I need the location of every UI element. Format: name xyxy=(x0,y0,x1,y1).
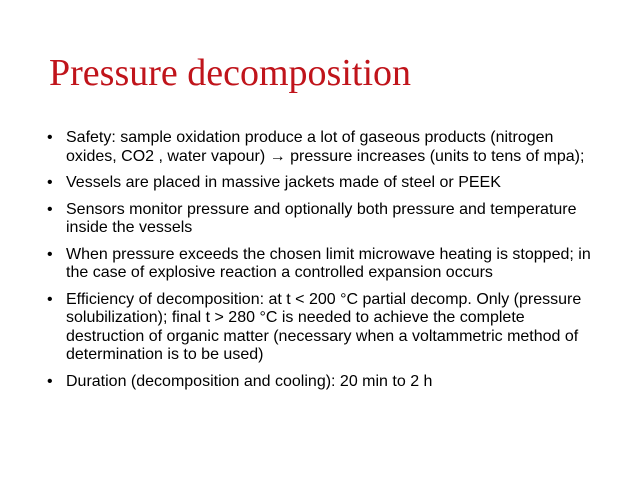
bullet-text: Vessels are placed in massive jackets made of steel or PEEK xyxy=(66,174,501,191)
slide-title: Pressure decomposition xyxy=(49,52,412,94)
bullet-text: Efficiency of decomposition: at t < 200 °C partial decomp. Only (pressure solubilization); final t > 280 °C is needed to achieve the complete destruction of organic matter (necessary when a voltammetric method of determination is to be used) xyxy=(66,290,582,363)
bullet-text: Duration (decomposition and cooling): 20 min to 2 h xyxy=(66,372,433,390)
bullet-icon: • xyxy=(47,245,53,263)
bullet-item xyxy=(46,373,606,392)
bullet-item xyxy=(46,129,606,166)
bullet-list xyxy=(46,129,606,399)
bullet-icon: • xyxy=(47,200,53,218)
bullet-icon: • xyxy=(47,372,53,390)
bullet-icon: • xyxy=(47,129,53,146)
bullet-text: Safety: sample oxidation produce a lot of gaseous products (nitrogen oxides, CO2 , water vapour) → pressure increases (units to tens of mpa); xyxy=(66,129,585,165)
bullet-item xyxy=(46,246,606,283)
bullet-item xyxy=(46,201,606,238)
bullet-item xyxy=(46,291,606,365)
bullet-item xyxy=(46,174,606,193)
bullet-icon: • xyxy=(47,290,53,308)
bullet-text: Sensors monitor pressure and optionally both pressure and temperature inside the vessels xyxy=(66,200,577,236)
bullet-text: When pressure exceeds the chosen limit microwave heating is stopped; in the case of explosive reaction a controlled expansion occurs xyxy=(66,245,591,281)
bullet-icon: • xyxy=(47,174,53,191)
